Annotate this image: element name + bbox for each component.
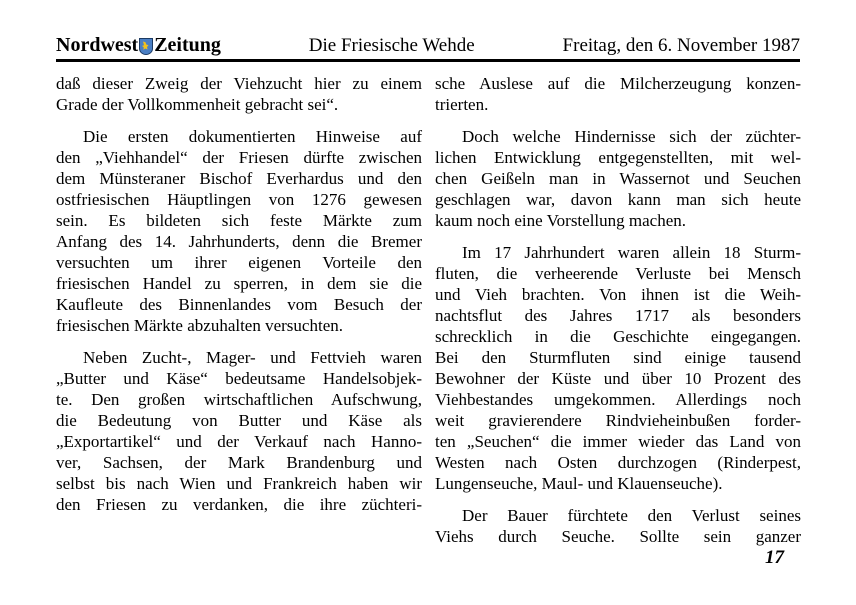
text-line: selbst bis nach Wien und Frankreich haben wir	[56, 474, 422, 493]
text-line: Bei den Sturmfluten sind einige tausend	[435, 348, 801, 367]
newspaper-brand	[56, 34, 221, 56]
coat-of-arms-icon	[139, 38, 153, 55]
text-line: Lungenseuche, Maul- und Klauenseuche).	[435, 474, 723, 493]
text-line: Im 17 Jahrhundert waren allein 18 Sturm-	[462, 243, 801, 262]
text-line: geschlagen war, davon kann man sich heute	[435, 190, 801, 209]
text-line: trierten.	[435, 95, 489, 114]
article-column-right	[435, 73, 801, 547]
page-header	[56, 34, 800, 57]
text-line: Doch welche Hindernisse sich der züchter-	[462, 127, 801, 146]
article-body	[56, 73, 801, 547]
text-line: sein. Es bildeten sich feste Märkte zum	[56, 211, 422, 230]
text-line: nachtsflut des Jahres 1717 als besonders	[435, 306, 801, 325]
text-line: „Butter und Käse“ bedeutsame Handelsobjek-	[56, 369, 422, 388]
paragraph	[435, 73, 801, 115]
text-line: ten „Seuchen“ die immer wieder das Land von	[435, 432, 801, 451]
text-line: weit gravierendere Rindvieheinbußen forder-	[435, 411, 801, 430]
paragraph	[56, 73, 422, 115]
text-line: dem Münsteraner Bischof Everhardus und den	[56, 169, 422, 188]
article-column-left	[56, 73, 422, 547]
text-line: schrecklich in die Geschichte eingegangen.	[435, 327, 801, 346]
text-line: Viehbestandes umgekommen. Allerdings noch	[435, 390, 801, 409]
text-line: friesischen Märkte abzuhalten versuchten.	[56, 316, 343, 335]
brand-name-right: Zeitung	[154, 34, 221, 56]
section-title: Die Friesische Wehde	[308, 35, 475, 56]
issue-date: Freitag, den 6. November 1987	[562, 35, 800, 56]
text-line: fluten, die verheerende Verluste bei Mensch	[435, 264, 801, 283]
text-line: Der Bauer fürchtete den Verlust seines	[462, 506, 801, 525]
text-line: lichen Entwicklung entgegenstellten, mit wel-	[435, 148, 801, 167]
header-divider	[56, 59, 800, 62]
text-line: kaum noch eine Vorstellung machen.	[435, 211, 687, 230]
text-line: ostfriesischen Häuptlingen von 1276 gewesen	[56, 190, 422, 209]
text-line: Kaufleute des Binnenlandes vom Besuch der	[56, 295, 422, 314]
paragraph	[435, 242, 801, 494]
text-line: friesischen Handel zu sperren, in dem sie die	[56, 274, 422, 293]
text-line: Anfang des 14. Jahrhunderts, denn die Bremer	[56, 232, 422, 251]
text-line: und Vieh brachten. Von ihnen ist die Weih-	[435, 285, 801, 304]
brand-name-left: Nordwest	[56, 34, 139, 56]
paragraph	[56, 347, 422, 515]
text-line: sche Auslese auf die Milcherzeugung konzen-	[435, 74, 801, 93]
text-line: Die ersten dokumentierten Hinweise auf	[83, 127, 422, 146]
paragraph	[56, 126, 422, 336]
page-number: 17	[765, 547, 784, 568]
text-line: ver, Sachsen, der Mark Brandenburg und	[56, 453, 422, 472]
text-line: den „Viehhandel“ der Friesen dürfte zwischen	[56, 148, 422, 167]
text-line: den Friesen zu verdanken, die ihre züchteri-	[56, 495, 422, 514]
text-line: Viehs durch Seuche. Sollte sein ganzer	[435, 527, 801, 546]
text-line: Grade der Vollkommenheit gebracht sei“.	[56, 95, 339, 114]
text-line: Neben Zucht-, Mager- und Fettvieh waren	[83, 348, 422, 367]
text-line: te. Den großen wirtschaftlichen Aufschwung,	[56, 390, 422, 409]
text-line: Bewohner der Küste und über 10 Prozent des	[435, 369, 801, 388]
text-line: versuchten um ihrer eigenen Vorteile den	[56, 253, 422, 272]
paragraph	[435, 126, 801, 231]
text-line: chen Geißeln man in Wassernot und Seuchen	[435, 169, 801, 188]
text-line: die Bedeutung von Butter und Käse als	[56, 411, 422, 430]
paragraph	[435, 505, 801, 547]
text-line: „Exportartikel“ und der Verkauf nach Hanno-	[56, 432, 422, 451]
text-line: daß dieser Zweig der Viehzucht hier zu einem	[56, 74, 422, 93]
text-line: Westen nach Osten durchzogen (Rinderpest,	[435, 453, 801, 472]
